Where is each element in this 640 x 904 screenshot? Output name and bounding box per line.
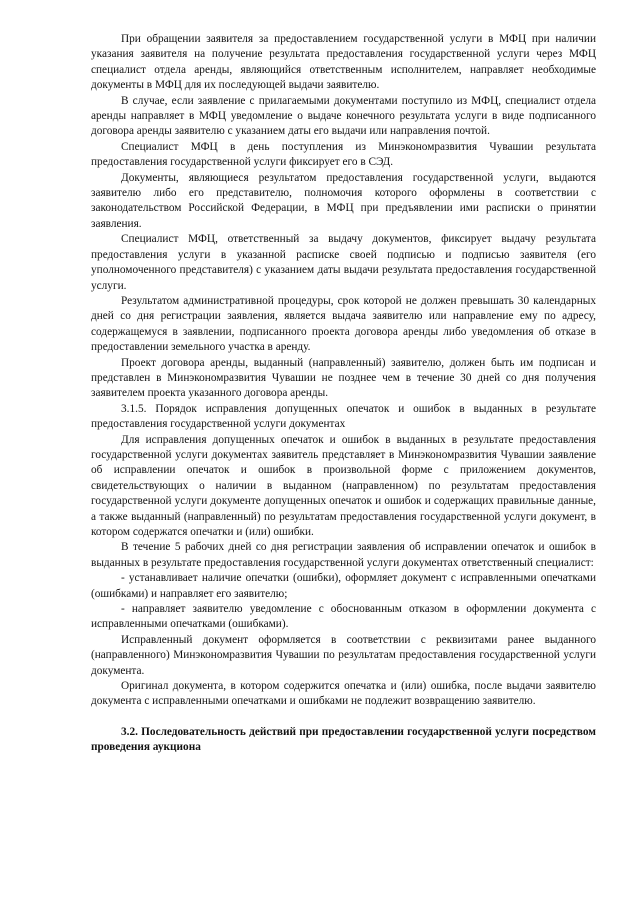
paragraph-mfc-request: При обращении заявителя за предоставлением государственной услуги в МФЦ при наличии указания заявителя на получение результата предоставления государственной услуги через МФЦ специалист отдела аренды, являющийся ответственным исполнителем, направляет необходимые документы в МФЦ для их последующей выдачи заявителю.	[91, 33, 596, 92]
paragraph-lease-draft: Проект договора аренды, выданный (направленный) заявителю, должен быть им подписан и представлен в Минэкономразвития Чувашии не позднее чем в течение 30 дней со дня получения заявителем проекта указанного договора аренды.	[91, 356, 596, 400]
paragraph-mfc-notification: В случае, если заявление с прилагаемыми документами поступило из МФЦ, специалист отдела аренды направляет в МФЦ уведомление о выдаче конечного результата услуги в виде подписанного договора аренды заявителю с указанием даты его выдачи или направления почтой.	[91, 94, 596, 138]
paragraph-issue-recording: Специалист МФЦ, ответственный за выдачу документов, фиксирует выдачу результата предоставления услуги в указанной расписке своей подписью и подписью заявителя (его уполномоченного представителя) с указанием даты выдачи результата предоставления государственной услуги.	[91, 233, 596, 292]
paragraph-procedure-result: Результатом административной процедуры, срок которой не должен превышать 30 календарных дней со дня регистрации заявления, является выдача заявителю или направление ему по адресу, содержащемуся в заявлении, подписанного проекта договора аренды либо уведомления об отказе в предоставлении земельного участка в аренду.	[91, 294, 596, 354]
section-heading-3-2: 3.2. Последовательность действий при предоставлении государственной услуги посредством проведения аукциона	[91, 725, 596, 754]
paragraph-section-3-1-5: 3.1.5. Порядок исправления допущенных опечаток и ошибок в выданных в результате предоставления государственной услуги документах	[91, 402, 596, 431]
list-item-refusal: - направляет заявителю уведомление с обоснованным отказом в оформлении документа с исправленными опечатками (ошибками).	[91, 603, 596, 631]
paragraph-corrected-document: Исправленный документ оформляется в соответствии с реквизитами ранее выданного (направленного) Минэкономразвития Чувашии по результатам предоставления государственной услуги документа.	[91, 633, 596, 677]
paragraph-documents-issue: Документы, являющиеся результатом предоставления государственной услуги, выдаются заявителю либо его представителю, полномочия которого оформлены в соответствии с законодательством Российской Федерации, в МФЦ при предъявлении ими расписки о принятии заявления.	[91, 171, 596, 230]
paragraph-sed-registration: Специалист МФЦ в день поступления из Минэкономразвития Чувашии результата предоставления государственной услуги фиксирует его в СЭД.	[91, 140, 596, 169]
paragraph-correction-request: Для исправления допущенных опечаток и ошибок в выданных в результате предоставления государственной услуги документах заявитель представляет в Минэкономразвития Чувашии заявление об исправлении опечаток и ошибок в произвольной форме с приложением документов, свидетельствующих о наличии в выданном (направленном) по результатам предоставления государственной услуги документе допущенных опечаток и ошибок и содержащих правильные данные, а также выданный (направленный) по результатам предоставления государственной услуги документ, в котором содержатся опечатки и (или) ошибки.	[91, 433, 596, 538]
paragraph-original-document: Оригинал документа, в котором содержится опечатка и (или) ошибка, после выдачи заявителю документа с исправленными опечатками и ошибками не подлежит возвращению заявителю.	[91, 680, 596, 708]
document-body	[91, 32, 596, 756]
list-item-correction: - устанавливает наличие опечатки (ошибки), оформляет документ с исправленными опечатками (ошибками) и направляет его заявителю;	[91, 572, 596, 600]
paragraph-correction-term: В течение 5 рабочих дней со дня регистрации заявления об исправлении опечаток и ошибок в выданных в результате предоставления государственной услуги документах ответственный специалист:	[91, 541, 596, 569]
